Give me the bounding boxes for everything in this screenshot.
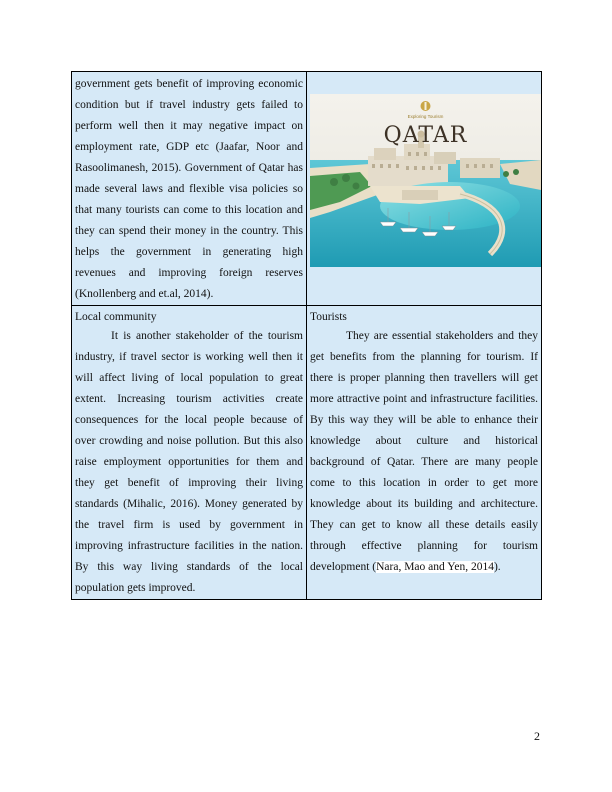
tourists-citation-tail: ).: [493, 561, 501, 573]
local-community-paragraph: It is another stakeholder of the tourism industry, if travel sector is working well then it will affect living of local population to great extent. Increasing tourism activities create consequences for the local people because of over crowding and noise pollution. But this also raise employment opportunities for them and they get benefit of improving their living standards (Mihalic, 2016). Money generated by the travel firm is used by government in improving infrastructure facilities in the nation. By this way living standards of the local population gets improved.: [75, 330, 303, 594]
tourists-citation: Nara, Mao and Yen, 2014: [376, 561, 494, 573]
government-paragraph: government gets benefit of improving economic condition but if travel industry gets failed to perform well then it may negative impact on employment rate, GDP etc (Jaafar, Noor and Rasoolimanesh, 2015). Government of Qatar has made several laws and flexible visa policies so that many tourists can come to this location and they can spend their money in the country. This helps the government in generating high revenues and improving foreign reserves (Knollenberg and et.al, 2014).: [75, 78, 303, 300]
tourists-body-text: They are essential stakeholders and they get benefits from the planning for tourism. If there is proper planning then travellers will get more attractive point and infrastructure facilities. By this way they will be able to enhance their knowledge about culture and historical background of Qatar. There are many people come to this location in order to get more knowledge about its building and architecture. They can get to know all these details easily through effective planning for tourism development (: [310, 330, 538, 573]
photo-brand-text: Exploring Tourism: [407, 114, 444, 119]
local-community-heading: Local community: [75, 311, 157, 323]
tourists-heading: Tourists: [310, 311, 347, 323]
qatar-tourism-photo: [310, 94, 541, 267]
tourists-paragraph: [310, 326, 538, 578]
table-cell-image: [307, 72, 542, 306]
table-cell-tourists: [307, 306, 542, 600]
table-row: [72, 306, 542, 600]
stakeholder-table: [71, 71, 542, 600]
table-cell-government-text: [72, 72, 307, 306]
photo-title: QATAR: [383, 123, 468, 148]
page-number: 2: [534, 729, 540, 743]
table-row: [72, 72, 542, 306]
table-cell-local-community: [72, 306, 307, 600]
